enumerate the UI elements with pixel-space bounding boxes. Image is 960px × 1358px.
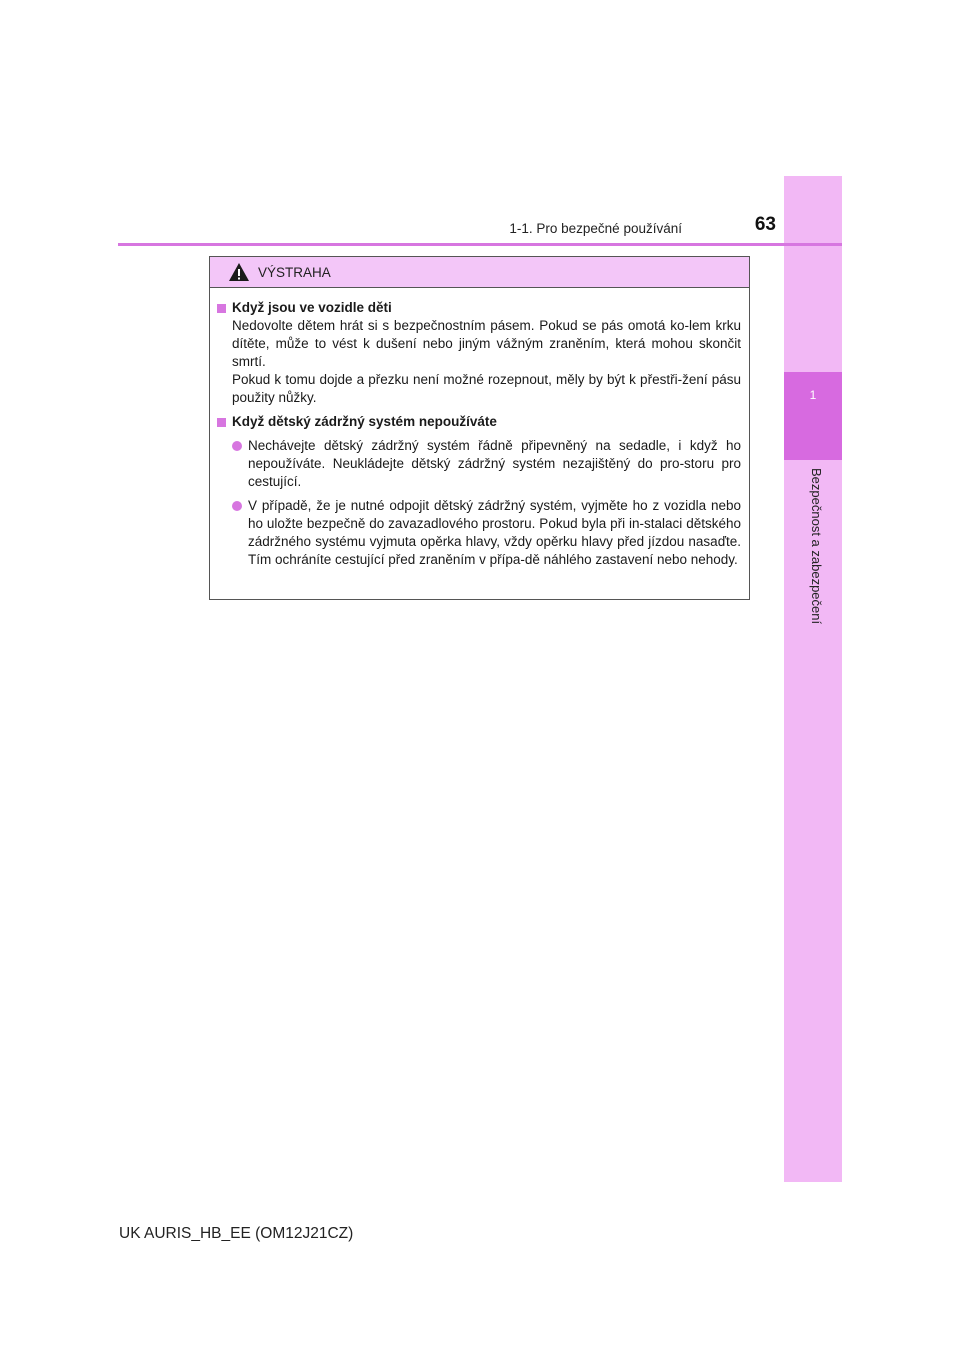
paragraph: Nedovolte dětem hrát si s bezpečnostním pásem. Pokud se pás omotá ko-lem krku dítěte, může to vést k dušení nebo jiným vážným zraněním, která mohou skončit smrtí. bbox=[232, 318, 741, 369]
chapter-number: 1 bbox=[809, 388, 817, 402]
list-item bbox=[217, 437, 741, 491]
chapter-number-tab bbox=[784, 372, 842, 460]
list-item bbox=[217, 497, 741, 569]
chapter-side-tab bbox=[784, 176, 842, 1182]
section-heading bbox=[217, 413, 741, 431]
document-code: UK AURIS_HB_EE (OM12J21CZ) bbox=[119, 1225, 354, 1242]
section-heading bbox=[217, 299, 741, 317]
warning-title: VÝSTRAHA bbox=[258, 264, 331, 280]
warning-header bbox=[210, 257, 749, 288]
section-title: 1-1. Pro bezpečné používání bbox=[509, 221, 682, 236]
page-number: 63 bbox=[754, 214, 776, 235]
warning-box bbox=[209, 256, 750, 600]
list-item-text: V případě, že je nutné odpojit dětský zádržný systém, vyjměte ho z vozidla nebo ho uložte bezpečně do zavazadlového prostoru. Pokud byla při in-stalaci dětského zádržného systému vyjmuta opěrka hlavy, vždy opěrku hlavy před jízdou nasaďte. Tím ochráníte cestující před zraněním v přípa-dě náhlého zastavení nebo nehody. bbox=[248, 498, 741, 567]
square-bullet-icon bbox=[217, 304, 226, 313]
section-heading-text: Když jsou ve vozidle děti bbox=[232, 300, 392, 315]
circle-bullet-icon bbox=[232, 441, 242, 451]
warning-triangle-icon bbox=[228, 262, 250, 282]
list-item-text: Nechávejte dětský zádržný systém řádně připevněný na sedadle, i když ho nepoužíváte. Neukládejte dětský zádržný systém nezajištěný do pro-storu pro cestující. bbox=[248, 438, 741, 489]
paragraph: Pokud k tomu dojde a přezku není možné rozepnout, měly by být k přestři-žení pásu použity nůžky. bbox=[232, 372, 741, 405]
warning-body bbox=[210, 288, 749, 569]
square-bullet-icon bbox=[217, 418, 226, 427]
section-heading-text: Když dětský zádržný systém nepoužíváte bbox=[232, 414, 497, 429]
chapter-title: Bezpečnost a zabezpečení bbox=[809, 468, 824, 625]
header-divider bbox=[118, 243, 842, 246]
circle-bullet-icon bbox=[232, 501, 242, 511]
